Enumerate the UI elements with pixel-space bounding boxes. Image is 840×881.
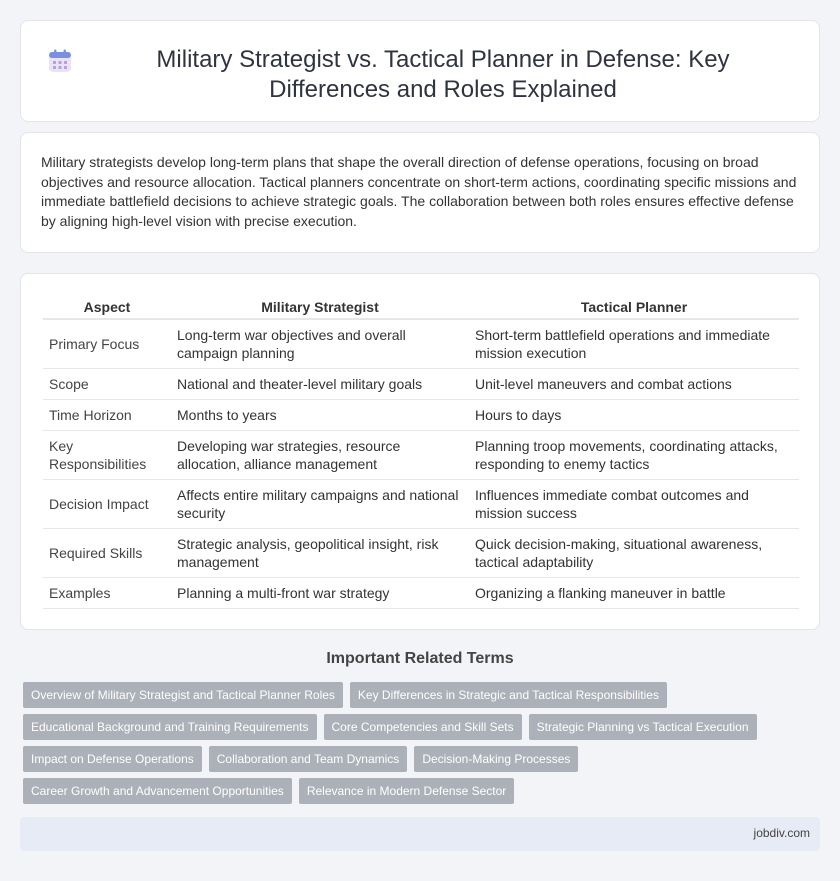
related-term-tag[interactable]: Core Competencies and Skill Sets [324, 714, 522, 740]
planner-cell: Organizing a flanking maneuver in battle [469, 577, 799, 608]
comparison-card [20, 273, 820, 630]
related-terms-list [23, 682, 823, 810]
calendar-icon [47, 48, 73, 74]
table-row [43, 528, 799, 577]
related-term-tag[interactable]: Overview of Military Strategist and Tactical Planner Roles [23, 682, 343, 708]
header-military-strategist: Military Strategist [171, 294, 469, 319]
related-term-tag[interactable]: Career Growth and Advancement Opportunities [23, 778, 292, 804]
strategist-cell: National and theater-level military goals [171, 368, 469, 399]
planner-cell: Influences immediate combat outcomes and mission success [469, 479, 799, 528]
table-row [43, 368, 799, 399]
related-term-tag[interactable]: Educational Background and Training Requirements [23, 714, 317, 740]
aspect-cell: Required Skills [43, 528, 171, 577]
table-header-row [43, 294, 799, 319]
aspect-cell: Decision Impact [43, 479, 171, 528]
planner-cell: Unit-level maneuvers and combat actions [469, 368, 799, 399]
aspect-cell: Key Responsibilities [43, 430, 171, 479]
planner-cell: Quick decision-making, situational awareness, tactical adaptability [469, 528, 799, 577]
related-terms-title: Important Related Terms [326, 650, 514, 667]
header-aspect: Aspect [43, 294, 171, 319]
header-tactical-planner: Tactical Planner [469, 294, 799, 319]
related-term-tag[interactable]: Key Differences in Strategic and Tactical Responsibilities [350, 682, 667, 708]
related-term-tag[interactable]: Relevance in Modern Defense Sector [299, 778, 514, 804]
planner-cell: Planning troop movements, coordinating attacks, responding to enemy tactics [469, 430, 799, 479]
page-title: Military Strategist vs. Tactical Planner in Defense: Key Differences and Roles Explained [156, 46, 730, 103]
related-term-tag[interactable]: Decision-Making Processes [414, 746, 578, 772]
intro-paragraph: Military strategists develop long-term plans that shape the overall direction of defense operations, focusing on broad objectives and resource allocation. Tactical planners concentrate on short-term actions, coordinating specific missions and immediate battlefield decisions to achieve strategic goals. The collaboration between both roles ensures effective defense by aligning high-level vision with precise execution. [41, 154, 797, 229]
strategist-cell: Affects entire military campaigns and national security [171, 479, 469, 528]
related-term-tag[interactable]: Impact on Defense Operations [23, 746, 202, 772]
strategist-cell: Planning a multi-front war strategy [171, 577, 469, 608]
table-row [43, 399, 799, 430]
strategist-cell: Months to years [171, 399, 469, 430]
strategist-cell: Strategic analysis, geopolitical insight, risk management [171, 528, 469, 577]
related-term-tag[interactable]: Strategic Planning vs Tactical Execution [529, 714, 757, 740]
planner-cell: Short-term battlefield operations and immediate mission execution [469, 319, 799, 368]
table-row [43, 319, 799, 368]
table-row [43, 430, 799, 479]
footer [20, 817, 820, 851]
aspect-cell: Scope [43, 368, 171, 399]
strategist-cell: Long-term war objectives and overall campaign planning [171, 319, 469, 368]
planner-cell: Hours to days [469, 399, 799, 430]
aspect-cell: Primary Focus [43, 319, 171, 368]
aspect-cell: Examples [43, 577, 171, 608]
intro-card [20, 132, 820, 253]
aspect-cell: Time Horizon [43, 399, 171, 430]
comparison-table [43, 294, 799, 609]
table-row [43, 577, 799, 608]
header-card [20, 20, 820, 122]
strategist-cell: Developing war strategies, resource allocation, alliance management [171, 430, 469, 479]
table-row [43, 479, 799, 528]
footer-site-link[interactable]: jobdiv.com [753, 826, 810, 840]
related-term-tag[interactable]: Collaboration and Team Dynamics [209, 746, 408, 772]
